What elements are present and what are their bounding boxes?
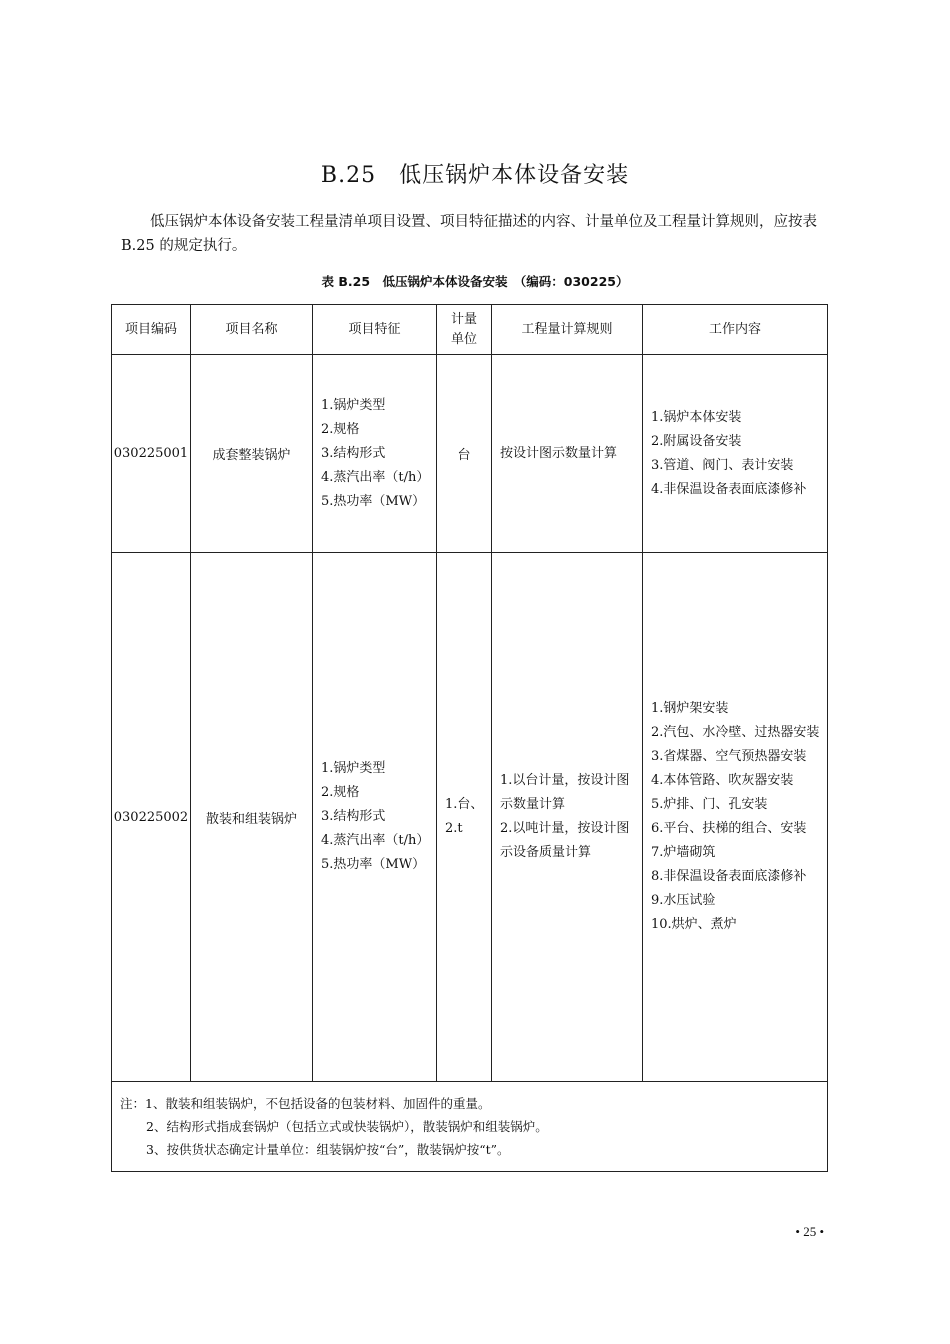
item-unit — [437, 355, 492, 553]
item-rules — [492, 553, 643, 1082]
unit-line: 台 — [457, 448, 471, 463]
feature-line: 2.规格 — [321, 785, 360, 800]
work-line: 1.锅炉本体安装 — [651, 409, 742, 425]
unit-line: 1.台、 — [445, 797, 484, 812]
feature-line: 3.结构形式 — [321, 809, 386, 824]
unit-line: 2.t — [445, 821, 463, 836]
feature-line: 1.锅炉类型 — [321, 397, 386, 413]
item-features — [313, 553, 437, 1082]
table-caption: 表 B.25 低压锅炉本体设备安装 （编码：030225） — [321, 274, 629, 289]
work-line: 1.钢炉架安装 — [651, 701, 729, 716]
feature-line: 5.热功率（MW） — [321, 493, 426, 509]
work-line: 2.附属设备安装 — [651, 433, 742, 449]
note-line: 3、按供货状态确定计量单位：组装锅炉按“台”，散装锅炉按“t”。 — [146, 1142, 510, 1157]
notes-row — [112, 1082, 828, 1172]
table-header-row — [112, 305, 828, 355]
table-row — [112, 553, 828, 1082]
header-work: 工作内容 — [643, 305, 828, 355]
note-line: 2、结构形式指成套锅炉（包括立式或快装锅炉），散装锅炉和组装锅炉。 — [146, 1119, 548, 1134]
page-number: • 25 • — [795, 1224, 824, 1239]
notes-cell — [112, 1082, 828, 1172]
work-line: 9.水压试验 — [651, 893, 716, 908]
work-line: 5.炉排、门、孔安装 — [651, 797, 768, 812]
item-name: 成套整装锅炉 — [191, 355, 313, 553]
feature-line: 5.热功率（MW） — [321, 857, 426, 872]
work-line: 3.省煤器、空气预热器安装 — [651, 749, 807, 764]
work-line: 4.本体管路、吹灰器安装 — [651, 773, 794, 788]
work-line: 8.非保温设备表面底漆修补 — [651, 869, 807, 884]
feature-line: 4.蒸汽出率（t/h） — [321, 469, 430, 485]
header-code: 项目编码 — [112, 305, 191, 355]
feature-line: 3.结构形式 — [321, 445, 386, 461]
item-features — [313, 355, 437, 553]
work-line: 7.炉墙砌筑 — [651, 845, 716, 860]
item-work — [643, 355, 828, 553]
item-name: 散装和组装锅炉 — [191, 553, 313, 1082]
item-rules — [492, 355, 643, 553]
item-code: 030225002 — [112, 553, 191, 1082]
header-unit — [437, 305, 492, 355]
work-line: 10.烘炉、煮炉 — [651, 917, 737, 932]
work-line: 6.平台、扶梯的组合、安装 — [651, 821, 807, 836]
note-line: 注：1、散装和组装锅炉，不包括设备的包装材料、加固件的重量。 — [120, 1096, 491, 1111]
spec-table — [111, 304, 828, 1172]
work-line: 3.管道、阀门、表计安装 — [651, 457, 794, 473]
item-work — [643, 553, 828, 1082]
rule-line: 1.以台计量，按设计图示数量计算 — [500, 773, 630, 812]
feature-line: 2.规格 — [321, 421, 360, 437]
header-name: 项目名称 — [191, 305, 313, 355]
item-unit — [437, 553, 492, 1082]
work-line: 4.非保温设备表面底漆修补 — [651, 481, 807, 497]
rule-line: 按设计图示数量计算 — [500, 445, 618, 461]
rule-line: 2.以吨计量，按设计图示设备质量计算 — [500, 821, 630, 860]
item-code: 030225001 — [112, 355, 191, 553]
feature-line: 4.蒸汽出率（t/h） — [321, 833, 430, 848]
header-unit-line: 单位 — [450, 331, 477, 347]
work-line: 2.汽包、水冷壁、过热器安装 — [651, 725, 820, 740]
intro-paragraph: 低压锅炉本体设备安装工程量清单项目设置、项目特征描述的内容、计量单位及工程量计算规则，应按表 B.25 的规定执行。 — [121, 214, 817, 254]
table-row — [112, 355, 828, 553]
header-features: 项目特征 — [313, 305, 437, 355]
section-title: B.25 低压锅炉本体设备安装 — [320, 163, 630, 188]
header-unit-line: 计量 — [450, 311, 477, 327]
feature-line: 1.锅炉类型 — [321, 761, 386, 776]
header-rules: 工程量计算规则 — [492, 305, 643, 355]
